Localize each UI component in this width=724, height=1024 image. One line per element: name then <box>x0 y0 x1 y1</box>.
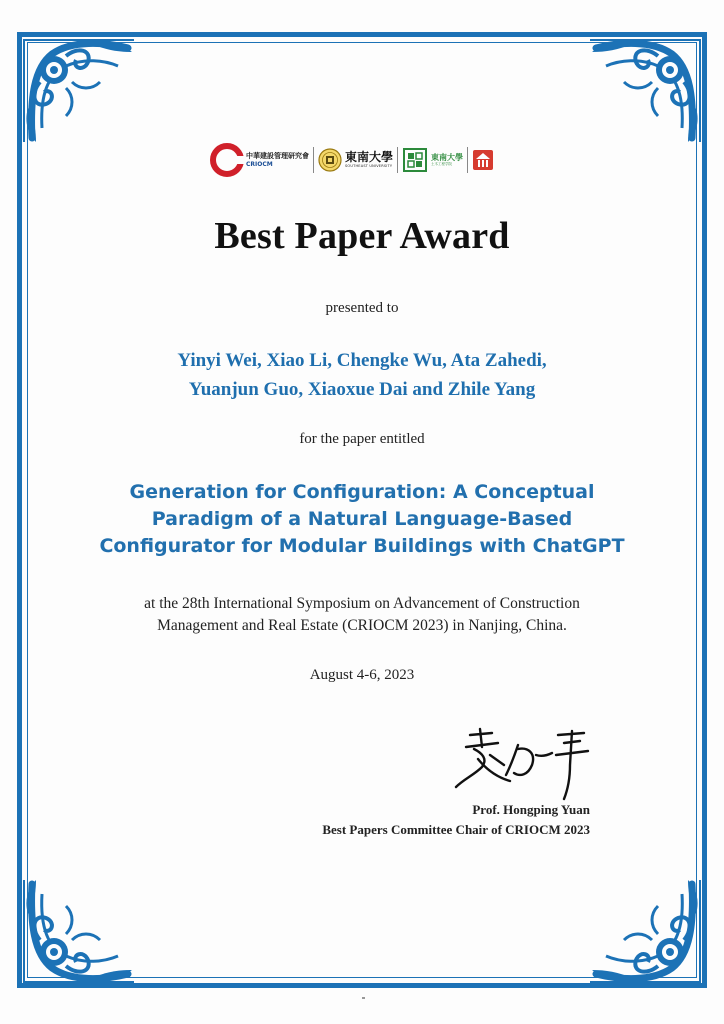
author-line: Yinyi Wei, Xiao Li, Chengke Wu, Ata Zahedi, <box>177 350 547 371</box>
author-list <box>0 346 724 404</box>
criocm-logo <box>210 143 309 177</box>
criocm-en-label: CRIOCM <box>246 160 273 168</box>
top-right-corner-ornament <box>590 38 702 142</box>
criocm-cn-label: 中華建設管理研究會 <box>246 151 309 160</box>
logo-divider <box>313 147 314 173</box>
venue-text <box>0 593 724 637</box>
paper-title-line: Generation for Configuration: A Conceptual <box>129 481 595 503</box>
red-seal-icon <box>472 149 494 171</box>
award-title: Best Paper Award <box>214 215 510 257</box>
event-date: August 4-6, 2023 <box>309 667 415 683</box>
bottom-right-corner-ornament <box>590 880 702 984</box>
signer-role: Best Papers Committee Chair of CRIOCM 2023 <box>322 822 590 837</box>
civil-school-en-label: 土木工程学院 <box>431 162 453 167</box>
logo-divider <box>467 147 468 173</box>
bottom-left-corner-ornament <box>22 880 134 984</box>
presented-to-label: presented to <box>325 300 399 316</box>
sponsor-logos <box>210 140 515 180</box>
logo-divider <box>397 147 398 173</box>
paper-title-line: Paradigm of a Natural Language-Based <box>151 508 573 530</box>
paper-intro-label: for the paper entitled <box>299 431 425 447</box>
seu-logo <box>318 148 393 172</box>
paper-title <box>0 479 724 560</box>
red-seal-logo <box>472 149 494 171</box>
author-line: Yuanjun Guo, Xiaoxue Dai and Zhile Yang <box>188 379 536 400</box>
handwritten-signature <box>452 725 602 803</box>
criocm-ring-icon <box>210 143 244 177</box>
civil-school-logo <box>402 147 463 173</box>
signer-name: Prof. Hongping Yuan <box>472 802 590 817</box>
venue-line: at the 28th International Symposium on Advancement of Construction <box>144 595 580 612</box>
civil-school-cn-label: 東南大學 <box>431 152 464 163</box>
green-blocks-icon <box>402 147 428 173</box>
venue-line: Management and Real Estate (CRIOCM 2023) in Nanjing, China. <box>157 617 567 634</box>
seu-en-label: SOUTHEAST UNIVERSITY <box>345 164 393 169</box>
top-left-corner-ornament <box>22 38 134 142</box>
seu-cn-label: 東南大學 <box>345 150 394 165</box>
paper-title-line: Configurator for Modular Buildings with ChatGPT <box>99 535 625 557</box>
scan-mark <box>362 997 365 999</box>
seu-emblem-icon <box>318 148 342 172</box>
